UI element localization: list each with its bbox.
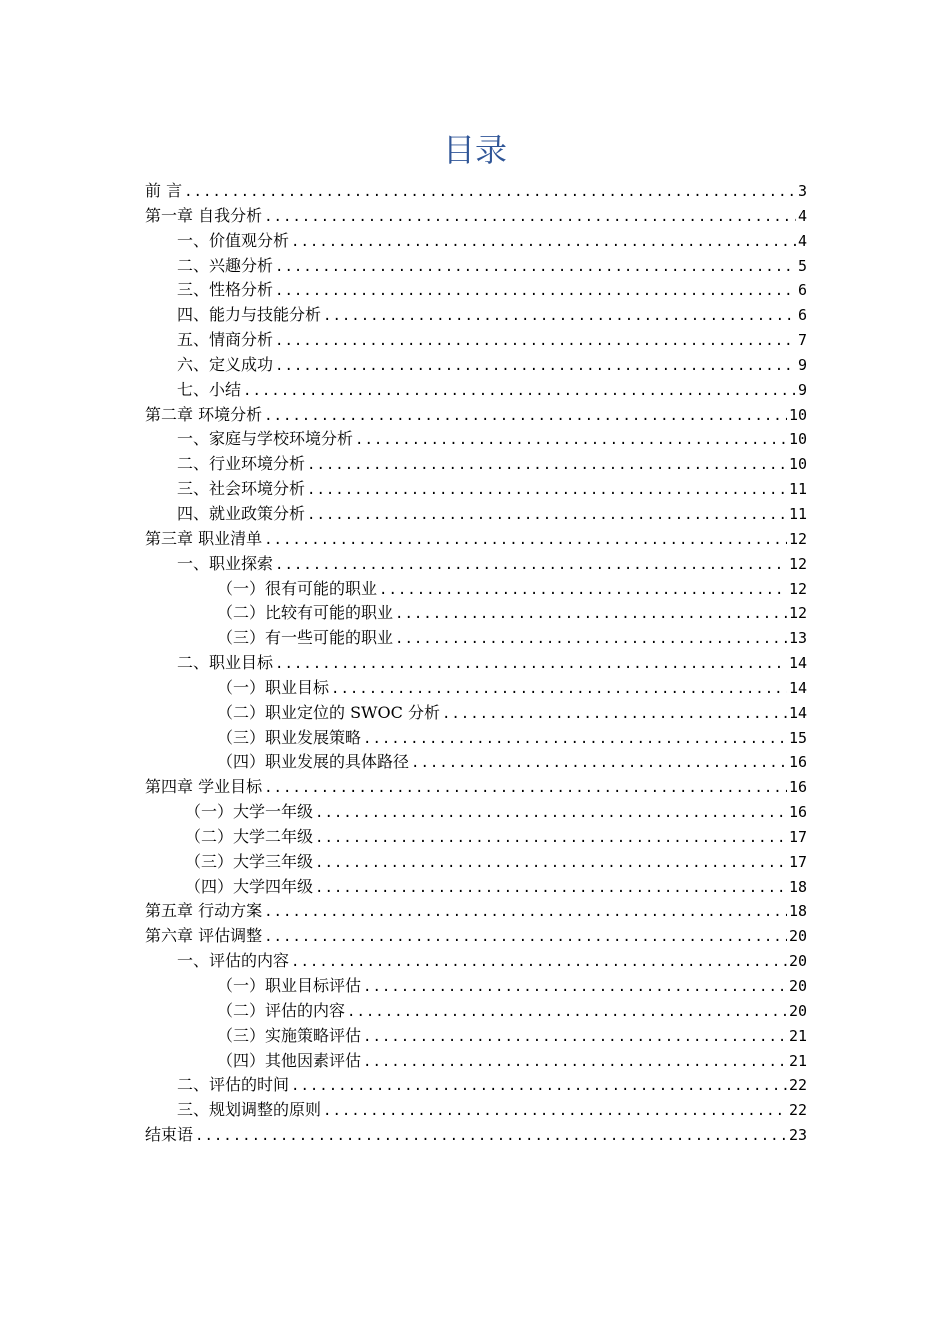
toc-entry-text: 第四章 学业目标	[145, 777, 263, 797]
toc-entry-text: （一）大学一年级	[185, 802, 314, 822]
toc-leader-dots	[363, 727, 787, 752]
toc-entry[interactable]	[145, 477, 807, 502]
toc-page-number: 10	[788, 405, 807, 424]
toc-leader-dots	[264, 205, 796, 230]
toc-entry-text: 二、评估的时间	[177, 1075, 290, 1095]
toc-entry-text: （四）大学四年级	[185, 876, 314, 896]
toc-entry-text: （三）大学三年级	[185, 851, 314, 871]
toc-leader-dots	[395, 627, 787, 652]
toc-entry[interactable]	[145, 278, 807, 303]
toc-entry[interactable]	[145, 452, 807, 477]
toc-entry[interactable]	[145, 899, 807, 924]
toc-leader-dots	[275, 553, 787, 578]
toc-page-number: 11	[788, 504, 807, 523]
toc-entry[interactable]	[145, 403, 807, 428]
toc-page-number: 5	[797, 256, 807, 275]
toc-page-number: 6	[797, 306, 807, 325]
toc-entry[interactable]	[145, 850, 807, 875]
toc-leader-dots	[307, 453, 787, 478]
toc-entry[interactable]	[145, 626, 807, 651]
toc-entry[interactable]	[145, 601, 807, 626]
toc-leader-dots	[363, 1050, 787, 1075]
toc-page-number: 3	[797, 182, 807, 200]
toc-page-number: 7	[797, 331, 807, 350]
toc-entry-text: 四、就业政策分析	[177, 503, 306, 523]
toc-page-number: 12	[788, 579, 807, 598]
toc-entry-text: 结束语	[145, 1125, 194, 1145]
toc-page-number: 18	[788, 877, 807, 896]
toc-leader-dots	[184, 180, 796, 205]
toc-page-number: 22	[788, 1076, 807, 1095]
toc-entry-text: 七、小结	[177, 379, 242, 399]
toc-entry-text: 五、情商分析	[177, 330, 274, 350]
toc-leader-dots	[264, 776, 787, 801]
toc-entry[interactable]	[145, 701, 807, 726]
toc-page-number: 4	[797, 231, 807, 250]
toc-entry[interactable]	[145, 800, 807, 825]
toc-page-number: 15	[788, 728, 807, 747]
toc-leader-dots	[243, 379, 796, 404]
toc-entry[interactable]	[145, 1049, 807, 1074]
toc-leader-dots	[355, 428, 787, 453]
toc-entry[interactable]	[145, 775, 807, 800]
toc-leader-dots	[411, 751, 787, 776]
toc-leader-dots	[264, 528, 787, 553]
toc-entry[interactable]	[145, 750, 807, 775]
toc-entry-text: 三、规划调整的原则	[177, 1100, 322, 1120]
toc-leader-dots	[195, 1124, 787, 1149]
toc-page-number: 14	[788, 678, 807, 697]
toc-entry-text: 第六章 评估调整	[145, 926, 263, 946]
toc-entry-text: （三）有一些可能的职业	[217, 628, 394, 648]
toc-leader-dots	[291, 1074, 787, 1099]
toc-page-number: 13	[788, 629, 807, 648]
toc-page-number: 12	[788, 604, 807, 623]
toc-entry[interactable]	[145, 353, 807, 378]
toc-entry-text: 二、兴趣分析	[177, 255, 274, 275]
toc-page-number: 22	[788, 1101, 807, 1120]
toc-entry-text: 二、行业环境分析	[177, 454, 306, 474]
toc-page-number: 23	[788, 1126, 807, 1145]
toc-entry-text: 三、性格分析	[177, 280, 274, 300]
toc-entry[interactable]	[145, 577, 807, 602]
toc-entry-text: （二）比较有可能的职业	[217, 603, 394, 623]
toc-page-number: 20	[788, 952, 807, 971]
toc-entry-text: （二）大学二年级	[185, 826, 314, 846]
toc-leader-dots	[363, 975, 787, 1000]
toc-entry[interactable]	[145, 676, 807, 701]
toc-entry-text: （三）职业发展策略	[217, 727, 362, 747]
toc-page-number: 14	[788, 654, 807, 673]
toc-entry-text: （一）职业目标	[217, 677, 330, 697]
toc-entry-text: （四）职业发展的具体路径	[217, 752, 410, 772]
toc-entry-text: 第二章 环境分析	[145, 404, 263, 424]
toc-page-number: 4	[797, 206, 807, 225]
toc-entry[interactable]	[145, 1024, 807, 1049]
toc-entry[interactable]	[145, 527, 807, 552]
toc-page-number: 21	[788, 1026, 807, 1045]
toc-entry[interactable]	[145, 1073, 807, 1098]
toc-leader-dots	[347, 1000, 787, 1025]
toc-page-number: 10	[788, 455, 807, 474]
toc-leader-dots	[379, 578, 787, 603]
toc-entry[interactable]	[145, 825, 807, 850]
toc-entry-text: 一、评估的内容	[177, 951, 290, 971]
toc-leader-dots	[291, 230, 796, 255]
toc-page-number: 16	[788, 778, 807, 797]
toc-leader-dots	[363, 1025, 787, 1050]
toc-leader-dots	[264, 900, 787, 925]
toc-leader-dots	[331, 677, 787, 702]
toc-entry[interactable]	[145, 204, 807, 229]
toc-entry-text: 前 言	[145, 181, 183, 200]
toc-entry-text: （四）其他因素评估	[217, 1050, 362, 1070]
toc-entry-text: 一、价值观分析	[177, 230, 290, 250]
toc-page-number: 12	[788, 529, 807, 548]
toc-entry[interactable]	[145, 552, 807, 577]
toc-page-number: 17	[788, 827, 807, 846]
toc-page-number: 16	[788, 753, 807, 772]
toc-leader-dots	[315, 876, 787, 901]
toc-page-number: 20	[788, 1001, 807, 1020]
toc-entry[interactable]	[145, 949, 807, 974]
toc-entry-text: 一、家庭与学校环境分析	[177, 429, 354, 449]
toc-page-number: 17	[788, 852, 807, 871]
toc-leader-dots	[291, 950, 787, 975]
toc-leader-dots	[315, 801, 787, 826]
toc-entry-text: 第三章 职业清单	[145, 528, 263, 548]
toc-leader-dots	[264, 404, 787, 429]
toc-entry[interactable]	[145, 999, 807, 1024]
toc-entry[interactable]	[145, 1098, 807, 1123]
toc-page-number: 16	[788, 803, 807, 822]
toc-entry-text: （一）职业目标评估	[217, 976, 362, 995]
toc-leader-dots	[264, 925, 787, 950]
toc-page-number: 14	[788, 703, 807, 722]
toc-entry[interactable]	[145, 1123, 807, 1148]
toc-leader-dots	[275, 279, 796, 304]
toc-entry-text: 第一章 自我分析	[145, 205, 263, 225]
toc-leader-dots	[275, 255, 796, 280]
toc-leader-dots	[323, 1099, 787, 1124]
toc-leader-dots	[315, 851, 787, 876]
toc-entry-text: （二）评估的内容	[217, 1000, 346, 1020]
toc-entry-text: 第五章 行动方案	[145, 901, 263, 921]
table-of-contents	[145, 179, 807, 1148]
toc-page-number: 6	[797, 281, 807, 300]
toc-entry-text: 一、职业探索	[177, 553, 274, 573]
toc-entry[interactable]	[145, 328, 807, 353]
toc-page-number: 9	[797, 355, 807, 374]
toc-entry-text: （二）职业定位的 SWOC 分析	[217, 702, 440, 722]
toc-page-number: 11	[788, 480, 807, 499]
toc-page-number: 20	[788, 977, 807, 995]
toc-entry[interactable]	[145, 974, 807, 999]
toc-entry[interactable]	[145, 229, 807, 254]
toc-page-number: 21	[788, 1051, 807, 1070]
toc-entry-text: 四、能力与技能分析	[177, 305, 322, 325]
toc-leader-dots	[275, 354, 796, 379]
toc-page-number: 12	[788, 554, 807, 573]
toc-entry[interactable]	[145, 924, 807, 949]
toc-entry[interactable]	[145, 303, 807, 328]
toc-entry[interactable]	[145, 875, 807, 900]
toc-entry-text: 三、社会环境分析	[177, 479, 306, 499]
toc-page-number: 9	[797, 380, 807, 399]
toc-entry-text: 二、职业目标	[177, 653, 274, 673]
toc-entry-text: 六、定义成功	[177, 354, 274, 374]
toc-page-number: 10	[788, 430, 807, 449]
toc-leader-dots	[395, 602, 787, 627]
toc-leader-dots	[442, 702, 787, 727]
toc-entry[interactable]	[145, 427, 807, 452]
toc-leader-dots	[315, 826, 787, 851]
toc-leader-dots	[275, 329, 796, 354]
toc-entry[interactable]	[145, 502, 807, 527]
toc-entry[interactable]	[145, 651, 807, 676]
toc-entry[interactable]	[145, 179, 807, 204]
toc-leader-dots	[275, 652, 787, 677]
toc-leader-dots	[307, 478, 787, 503]
toc-title: 目录	[442, 131, 507, 169]
toc-entry[interactable]	[145, 254, 807, 279]
toc-page-number: 18	[788, 902, 807, 921]
toc-entry-text: （三）实施策略评估	[217, 1025, 362, 1045]
toc-leader-dots	[307, 503, 787, 528]
toc-leader-dots	[323, 304, 796, 329]
toc-page-number: 20	[788, 927, 807, 946]
toc-entry[interactable]	[145, 378, 807, 403]
toc-entry-text: （一）很有可能的职业	[217, 578, 378, 598]
toc-entry[interactable]	[145, 726, 807, 751]
